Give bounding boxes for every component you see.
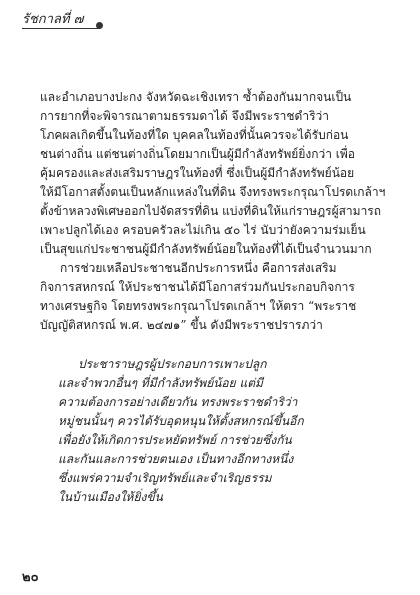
text-line: การยากที่จะพิจารณาตามธรรมดาได้ จึงมีพระราชดำริว่า	[40, 109, 329, 123]
text-line: การช่วยเหลือประชาชนอีกประการหนึ่ง คือการส่งเสริม	[60, 261, 337, 275]
body-paragraphs	[40, 88, 392, 335]
chapter-label: รัชกาลที่ ๗	[22, 12, 84, 27]
quote-line: เพื่อยังให้เกิดการประหยัดทรัพย์ การช่วยซึ่งกัน	[58, 433, 292, 447]
text-line: ทางเศรษฐกิจ โดยทรงพระกรุณาโปรดเกล้าฯ ให้ตรา “พระราช	[40, 299, 357, 313]
running-header	[22, 8, 100, 30]
text-line: เป็นสุขแก่ประชาชนผู้มีกำลังทรัพย์น้อยในท้องที่ได้เป็นจำนวนมาก	[40, 242, 372, 256]
royal-preamble-quote	[58, 355, 388, 507]
text-line: ชนต่างถิ่น แต่ชนต่างถิ่นโดยมากเป็นผู้มีกำลังทรัพย์ยิ่งกว่า เพื่อ	[40, 147, 355, 161]
quote-line: และกันและการช่วยตนเอง เป็นทางอีกทางหนึ่ง	[58, 452, 294, 466]
page-number: ๒๐	[22, 570, 39, 585]
quote-line: ประชาราษฎรผู้ประกอบการเพาะปลูก	[78, 357, 267, 371]
quote-line: ความต้องการอย่างเดียวกัน ทรงพระราชดำริว่า	[58, 395, 298, 409]
quote-line: และจำพวกอื่นๆ ที่มีกำลังทรัพย์น้อย แต่มี	[58, 376, 263, 390]
text-line: เพาะปลูกได้เอง ครอบครัวละไม่เกิน ๕๐ ไร่ นับว่ายังความร่มเย็น	[40, 223, 366, 237]
text-line: บัญญัติสหกรณ์ พ.ศ. ๒๔๗๑” ขึ้น ดังมีพระราชปรารภว่า	[40, 318, 323, 332]
text-line: ให้มีโอกาสตั้งตนเป็นหลักแหล่งในที่ดิน จึงทรงพระกรุณาโปรดเกล้าฯ	[40, 185, 386, 199]
header-rule	[22, 28, 100, 29]
quote-line: ซึ่งแพร่ความจำเริญทรัพย์และจำเริญธรรม	[58, 471, 272, 485]
text-line: โภคผลเกิดขึ้นในท้องที่ใด บุคคลในท้องที่นั้นควรจะได้รับก่อน	[40, 128, 349, 142]
quote-line: ในบ้านเมืองให้ยิ่งขึ้น	[58, 490, 163, 504]
quote-line: หมู่ชนนั้นๆ ควรได้รับอุดหนุนให้ตั้งสหกรณ์ขึ้นอีก	[58, 414, 304, 428]
text-line: ตั้งข้าหลวงพิเศษออกไปจัดสรรที่ดิน แบ่งที่ดินให้แก่ราษฎรผู้สามารถ	[40, 204, 382, 218]
text-line: กิจการสหกรณ์ ให้ประชาชนได้มีโอกาสร่วมกันประกอบกิจการ	[40, 280, 355, 294]
text-line: คุ้มครองและส่งเสริมราษฎรในท้องที่ ซึ่งเป็นผู้มีกำลังทรัพย์น้อย	[40, 166, 355, 180]
header-rule-ornament	[96, 22, 103, 29]
text-line: และอำเภอบางปะกง จังหวัดฉะเชิงเทรา ซ้ำต้องกันมากจนเป็น	[40, 90, 352, 104]
